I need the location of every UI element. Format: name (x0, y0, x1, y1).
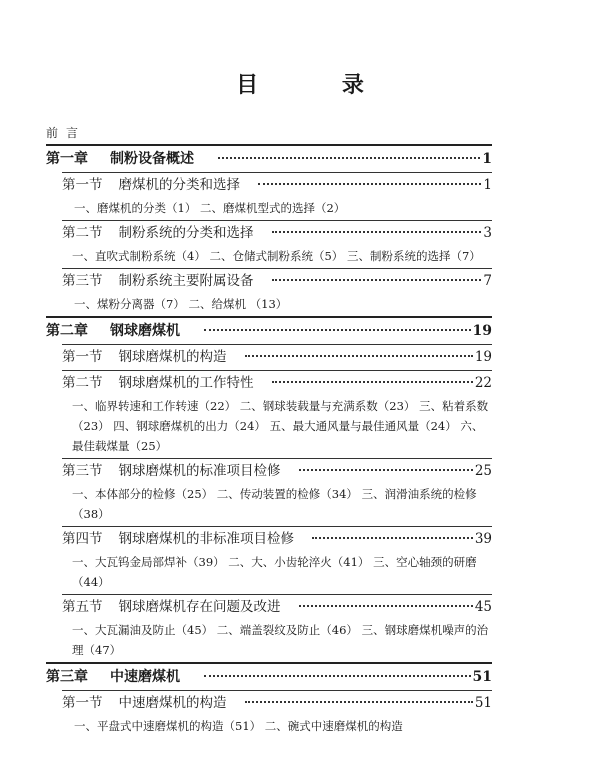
page-number: 45 (474, 599, 492, 615)
section-number: 第五节 (62, 599, 103, 615)
chapter-title: 中速磨煤机 (110, 669, 180, 685)
chapter-title: 钢球磨煤机 (110, 323, 180, 339)
toc-chapter-1[interactable] (46, 144, 492, 172)
page-number: 22 (474, 375, 492, 391)
section-number: 第一节 (62, 349, 103, 365)
toc-section-1-1[interactable] (62, 172, 492, 198)
toc-section-3-1[interactable] (62, 690, 492, 716)
toc-section-1-3[interactable] (62, 268, 492, 294)
section-title: 钢球磨煤机的非标准项目检修 (118, 531, 294, 547)
chapter-number: 第一章 (46, 151, 88, 167)
toc-section-2-3[interactable] (62, 458, 492, 484)
toc-subitems: 一、本体部分的检修（25） 二、传动装置的检修（34） 三、润滑油系统的检修（38） (72, 487, 477, 521)
toc-subitems: 一、大瓦漏油及防止（45） 二、端盖裂纹及防止（46） 三、钢球磨煤机噪声的治理（47） (72, 623, 489, 657)
toc-subitems: 一、大瓦钨金局部焊补（39） 二、大、小齿轮淬火（41） 三、空心轴颈的研磨（44） (72, 555, 477, 589)
toc-section-2-1[interactable] (62, 344, 492, 370)
section-number: 第一节 (62, 177, 103, 193)
dot-leader (299, 469, 473, 471)
section-title: 钢球磨煤机的工作特性 (118, 375, 254, 391)
page-number: 1 (482, 151, 492, 167)
chapter-number: 第二章 (46, 323, 88, 339)
toc-subitems: 一、直吹式制粉系统（4） 二、仓储式制粉系统（5） 三、制粉系统的选择（7） (72, 249, 481, 263)
dot-leader (299, 605, 473, 607)
section-number: 第二节 (62, 225, 103, 241)
section-number: 第一节 (62, 695, 103, 711)
page-number: 39 (474, 531, 492, 547)
dot-leader (312, 537, 473, 539)
page-number: 19 (474, 349, 492, 365)
page-number: 1 (483, 177, 492, 193)
chapter-number: 第三章 (46, 669, 88, 685)
dot-leader (218, 157, 480, 159)
dot-leader (258, 183, 481, 185)
section-title: 制粉系统主要附属设备 (118, 273, 254, 289)
dot-leader (272, 381, 473, 383)
dot-leader (204, 329, 471, 331)
page-number: 3 (483, 225, 492, 241)
preface-entry[interactable]: 前言 (46, 126, 87, 140)
dot-leader (245, 355, 473, 357)
section-number: 第四节 (62, 531, 103, 547)
section-number: 第三节 (62, 273, 103, 289)
dot-leader (272, 279, 482, 281)
toc-subitems: 一、煤粉分离器（7） 二、给煤机 （13） (74, 297, 288, 311)
toc-chapter-3[interactable] (46, 662, 492, 690)
page-number: 7 (483, 273, 492, 289)
table-of-contents (46, 122, 492, 738)
section-number: 第三节 (62, 463, 103, 479)
page-number: 51 (472, 669, 492, 685)
toc-section-1-2[interactable] (62, 220, 492, 246)
dot-leader (204, 675, 471, 677)
section-number: 第二节 (62, 375, 103, 391)
toc-section-2-5[interactable] (62, 594, 492, 620)
toc-subitems: 一、平盘式中速磨煤机的构造（51） 二、碗式中速磨煤机的构造 (74, 719, 403, 733)
section-title: 磨煤机的分类和选择 (118, 177, 240, 193)
toc-subitems: 一、临界转速和工作转速（22） 二、钢球装载量与充满系数（23） 三、粘着系数（23） 四、钢球磨煤机的出力（24） 五、最大通风量与最佳通风量（24） 六、最佳载煤量（25） (72, 399, 489, 453)
toc-chapter-2[interactable] (46, 316, 492, 344)
dot-leader (272, 231, 482, 233)
section-title: 钢球磨煤机存在问题及改进 (118, 599, 281, 615)
section-title: 制粉系统的分类和选择 (118, 225, 254, 241)
page-title: 目 录 (236, 72, 402, 98)
page-number: 51 (474, 695, 492, 711)
toc-section-2-4[interactable] (62, 526, 492, 552)
toc-section-2-2[interactable] (62, 370, 492, 396)
section-title: 钢球磨煤机的标准项目检修 (118, 463, 281, 479)
chapter-title: 制粉设备概述 (110, 151, 194, 167)
dot-leader (245, 701, 473, 703)
page-number: 25 (474, 463, 492, 479)
toc-subitems: 一、磨煤机的分类（1） 二、磨煤机型式的选择（2） (74, 201, 346, 215)
section-title: 钢球磨煤机的构造 (118, 349, 227, 365)
section-title: 中速磨煤机的构造 (118, 695, 227, 711)
page-number: 19 (472, 323, 492, 339)
